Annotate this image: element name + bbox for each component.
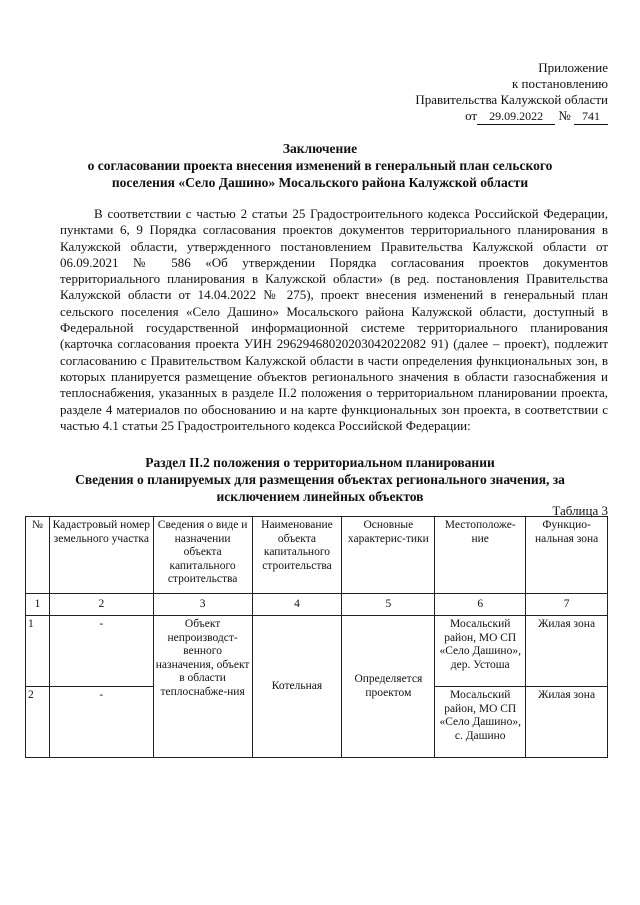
col-number-5: 5 — [342, 594, 435, 616]
header-cadastral: Кадастровый номер земельного участка — [49, 517, 153, 594]
col-number-7: 7 — [526, 594, 608, 616]
from-label: от — [465, 108, 478, 123]
row-zone: Жилая зона — [526, 616, 608, 687]
table-header-row — [26, 517, 608, 594]
object-name-cell: Котельная — [252, 616, 342, 758]
header-location: Местоположе-ние — [435, 517, 526, 594]
col-number-3: 3 — [153, 594, 252, 616]
table-row — [26, 616, 608, 687]
row-zone: Жилая зона — [526, 687, 608, 758]
document-title — [40, 140, 600, 191]
row-number: 1 — [26, 616, 50, 687]
col-number-4: 4 — [252, 594, 342, 616]
header-zone: Функцио-нальная зона — [526, 517, 608, 594]
row-cadastral: - — [49, 616, 153, 687]
appendix-line-2: к постановлению — [511, 76, 608, 91]
header-number: № — [26, 517, 50, 594]
section-line-3: исключением линейных объектов — [216, 489, 424, 504]
objects-table — [25, 516, 608, 758]
appendix-line-1: Приложение — [538, 60, 608, 75]
col-number-6: 6 — [435, 594, 526, 616]
number-label: № — [558, 108, 571, 123]
section-line-1: Раздел II.2 положения о территориальном планировании — [145, 455, 495, 470]
header-characteristics: Основные характерис-тики — [342, 517, 435, 594]
title-line-1: Заключение — [282, 141, 358, 156]
header-name: Наименование объекта капитального строительства — [252, 517, 342, 594]
row-location: Мосальский район, МО СП «Село Дашино», дер. Устоша — [435, 616, 526, 687]
row-cadastral: - — [49, 687, 153, 758]
appendix-date-line — [415, 108, 608, 125]
header-kind: Сведения о виде и назначении объекта капитального строительства — [153, 517, 252, 594]
section-line-2: Сведения о планируемых для размещения объектах регионального значения, за — [75, 472, 565, 487]
col-number-2: 2 — [49, 594, 153, 616]
appendix-header — [415, 60, 608, 125]
resolution-number: 741 — [574, 108, 608, 125]
title-line-2: о согласовании проекта внесения изменений в генеральный план сельского — [87, 158, 553, 173]
object-characteristics-cell: Определяется проектом — [342, 616, 435, 758]
object-kind-cell: Объект непроизводст-венного назначения, объект в области теплоснабже-ния — [153, 616, 252, 758]
table-label: Таблица 3 — [552, 503, 608, 518]
body-paragraph: В соответствии с частью 2 статьи 25 Градостроительного кодекса Российской Федерации, пунктами 6, 9 Порядка согласования проектов документов территориального планирования в Калужской области, утвержденного постановлением Правительства Калужской области от 06.09.2021 № 586 «Об утверждении Порядка согласования проектов документов территориального планирования в Калужской области» (в ред. постановления Правительства Калужской области от 14.04.2022 № 275), проект внесения изменений в генеральный план сельского поселения «Село Дашино» Мосальского района Калужской области, доступный в Федеральной государственной информационной системе территориального планирования (карточка согласования проекта УИН 29629468020203042022082 91) (далее – проект), подлежит согласованию с Правительством Калужской области в части определения функциональных зон, в которых планируется размещение объектов регионального значения в области газоснабжения и теплоснабжения, указанных в разделе II.2 положения о территориальном планировании проекта, разделе 4 материалов по обоснованию и на карте функциональных зон проекта, в соответствии с частью 4.1 статьи 25 Градостроительного кодекса Российской Федерации: — [60, 206, 608, 433]
row-location: Мосальский район, МО СП «Село Дашино», с. Дашино — [435, 687, 526, 758]
col-number-1: 1 — [26, 594, 50, 616]
column-number-row — [26, 594, 608, 616]
resolution-date: 29.09.2022 — [477, 108, 555, 125]
section-heading — [40, 454, 600, 505]
row-number: 2 — [26, 687, 50, 758]
title-line-3: поселения «Село Дашино» Мосальского района Калужской области — [111, 175, 529, 190]
appendix-line-3: Правительства Калужской области — [415, 92, 608, 107]
